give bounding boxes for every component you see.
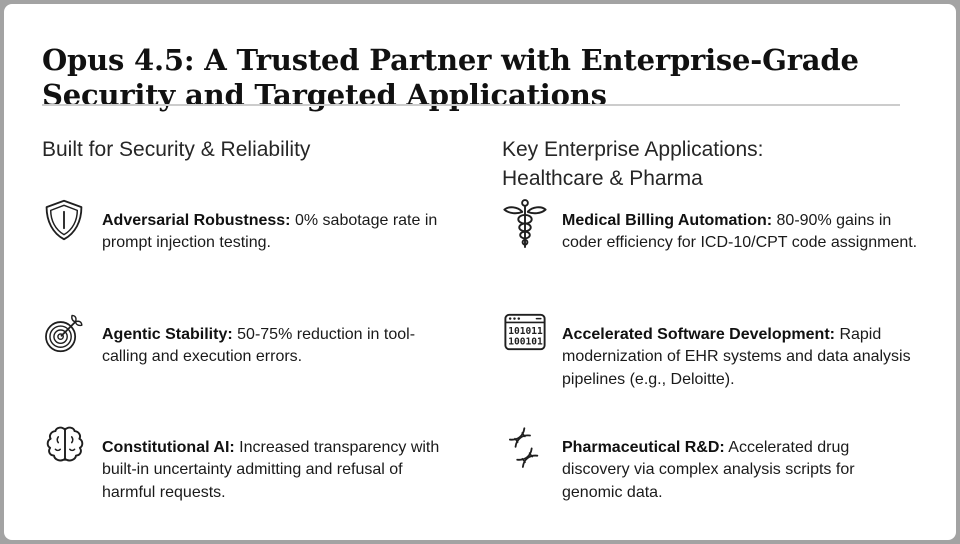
title-divider [42, 104, 900, 106]
feature-software-development [502, 308, 932, 407]
feature-text: Agentic Stability: 50-75% reduction in tool-calling and execution errors. [102, 326, 416, 366]
feature-text: Accelerated Software Development: Rapid modernization of EHR systems and data analysis pipelines (e.g., Deloitte). [562, 326, 911, 388]
feature-medical-billing [502, 194, 932, 271]
binary-window-icon [502, 310, 548, 354]
caduceus-icon [502, 196, 548, 252]
feature-text: Pharmaceutical R&D: Accelerated drug discovery via complex analysis scripts for genomic data. [562, 439, 855, 501]
shield-icon [42, 196, 88, 244]
dna-icon [502, 423, 548, 473]
slide [4, 4, 956, 540]
feature-adversarial-robustness [42, 194, 482, 271]
feature-agentic-stability [42, 308, 482, 385]
brain-icon [42, 423, 88, 467]
slide-title: Opus 4.5: A Trusted Partner with Enterprise-Grade Security and Targeted Applications [42, 43, 859, 113]
svg-text:100101: 100101 [508, 336, 543, 348]
feature-text: Adversarial Robustness: 0% sabotage rate in prompt injection testing. [102, 212, 438, 252]
feature-constitutional-ai [42, 421, 482, 520]
target-arrow-icon [42, 310, 88, 358]
left-column-header: Built for Security & Reliability [42, 138, 311, 161]
feature-text: Medical Billing Automation: 80-90% gains in coder efficiency for ICD-10/CPT code assignment. [562, 212, 918, 252]
feature-pharma-rd [502, 421, 932, 520]
feature-text: Constitutional AI: Increased transparency with built-in uncertainty admitting and refusal of harmful requests. [102, 439, 440, 501]
right-column-header: Key Enterprise Applications: Healthcare & Pharma [502, 138, 764, 190]
svg-text:101011: 101011 [508, 325, 543, 337]
